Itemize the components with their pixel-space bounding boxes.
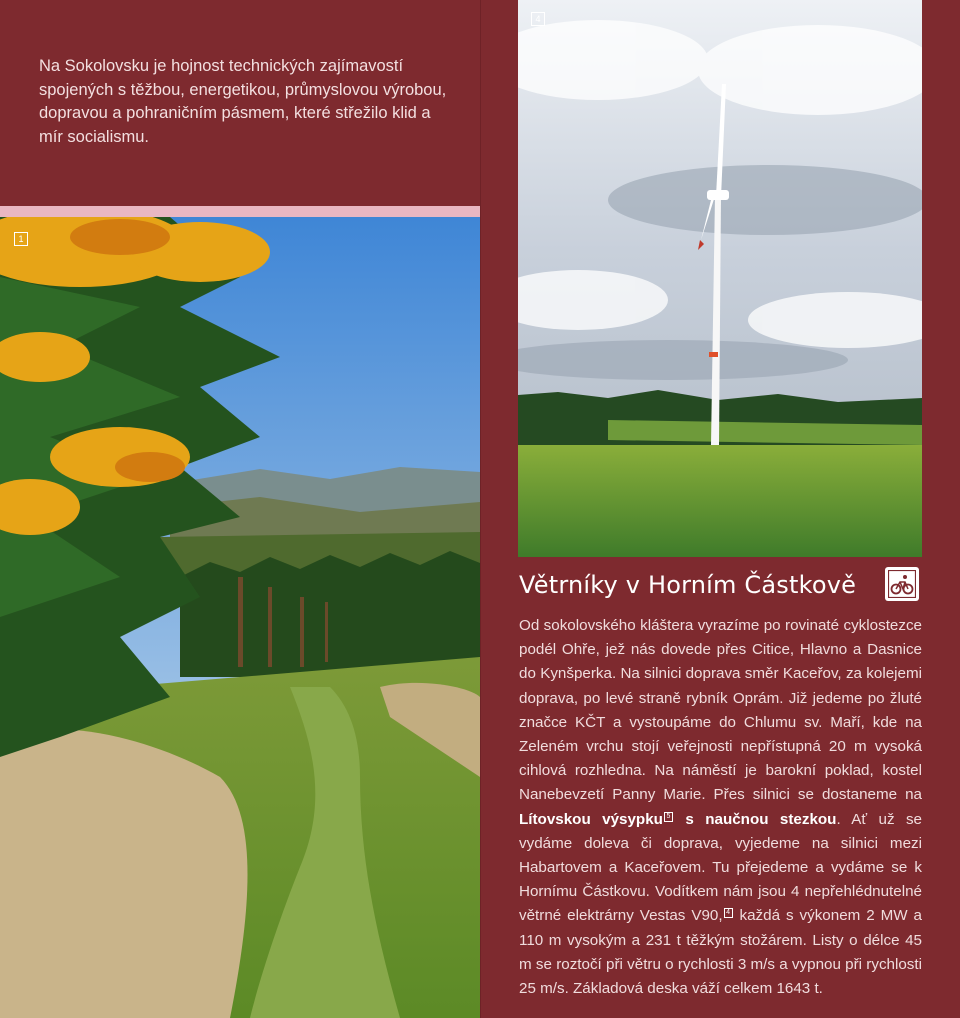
- section-body-text: [519, 614, 922, 1001]
- bicycle-icon: [885, 567, 919, 601]
- photo-number-badge: 4: [531, 12, 545, 26]
- reference-badge: 5: [664, 812, 673, 822]
- intro-block: [0, 0, 480, 206]
- section-title: Větrníky v Horním Částkově: [519, 571, 857, 599]
- forest-landscape-photo: [0, 217, 480, 1018]
- wind-turbine-photo: [518, 0, 922, 557]
- photo-number-badge: 1: [14, 232, 28, 246]
- intro-text: Na Sokolovsku je hojnost technických zajímavostí spojených s těžbou, energetikou, průmyslovou výrobou, dopravou a pohraničním pásmem, které střežilo klid a mír socialismu.: [39, 57, 447, 146]
- column-divider: [480, 0, 481, 1018]
- litovska-vysypka-link-text: Lítovskou výsypku: [519, 810, 663, 828]
- body-text-part-2: . Ať už se vydáme doleva či doprava, vyjedeme na silnici mezi Habartovem a Kaceřovem. Tu přejedeme a vydáme se k Hornímu Částkovu. Vodítkem nám jsou 4 nepřehlédnutelné větrné elektrárny Vestas V90,: [519, 810, 923, 925]
- naucna-stezka-text: s naučnou stezkou: [673, 810, 837, 828]
- pink-rule: [0, 206, 480, 217]
- body-text-part-1: Od sokolovského kláštera vyrazíme po rovinaté cyklostezce podél Ohře, jež nás dovede přes Citice, Hlavno a Dasnice do Kynšperka. Na silnici doprava směr Kaceřov, za kolejemi doprava, po levé straně rybník Oprám. Již jedeme po žluté značce KČT a vystoupáme do Chlumu sv. Maří, kde na Zeleném vrchu stojí veřejnosti nepřístupná 20 m vysoká cihlová rozhledna. Na náměstí je barokní poklad, kostel Nanebevzetí Panny Marie. Přes silnici se dostaneme na: [519, 617, 922, 804]
- body-text-part-3: každá s výkonem 2 MW a 110 m vysokým a 231 t těžkým stožárem. Listy o délce 45 m se roztočí při větru o rychlosti 3 m/s a vypnou při rychlosti 25 m/s. Základová deska váží celkem 1643 t.: [519, 907, 922, 998]
- reference-badge: 4: [724, 908, 733, 918]
